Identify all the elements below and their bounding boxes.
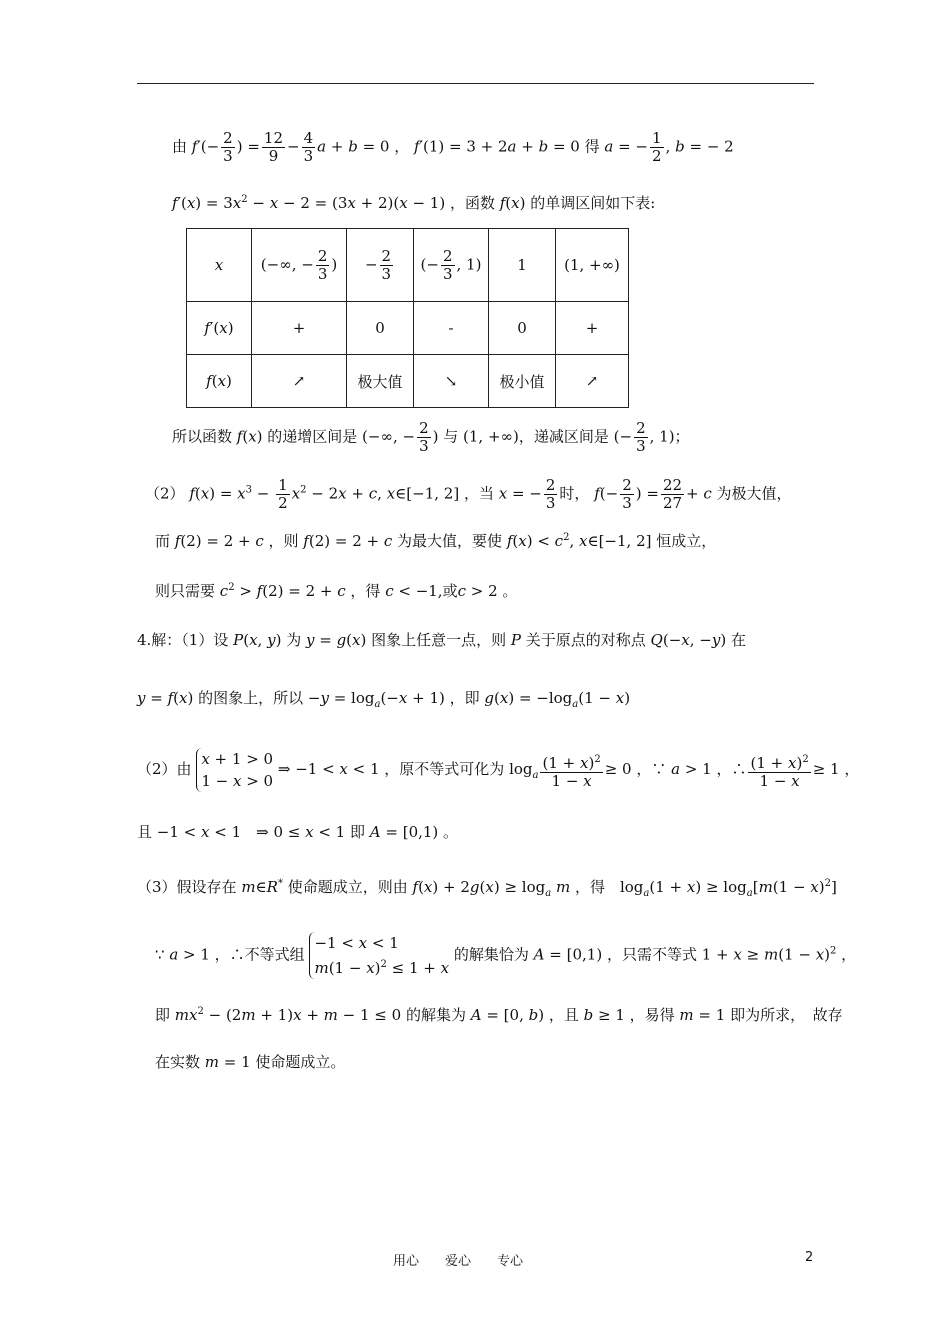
line-7: 4.解：（1）设 P(x, y) 为 y = g(x) 图象上任意一点，则 P 关于原点的对称点 Q(−x, −y) 在 xyxy=(137,631,746,649)
line-6: 则只需要 $c^2 > f(2) = 2 + c$ ，得 c < −1,或c > 2 。 xyxy=(155,582,518,600)
table-cell: 极大值 xyxy=(347,355,414,408)
footer-motto: 用心 爱心 专心 xyxy=(393,1254,524,1269)
line-3: 所以函数 f(x) 的递增区间是 (−∞, − $\frac{2}{3}$ ) 与 (1, +∞)，递减区间是 (− $\frac{2}{3}$ , 1)； xyxy=(172,419,690,455)
table-cell: + xyxy=(252,302,347,355)
line-8: y = f(x) 的图象上，所以 $-y = \log_a(-x + 1)$ ，即 $g(x) = -\log_a(1 - x)$ xyxy=(137,689,631,710)
table-cell: (−∞, − $\frac{2}{3}$ ) xyxy=(252,229,347,302)
table-cell: f(x) xyxy=(187,355,252,408)
table-cell: x xyxy=(187,229,252,302)
line-2: $f'(x) = 3x^2 - x - 2 = (3x + 2)(x - 1)$ ，函数 f(x) 的单调区间如下表: xyxy=(172,194,656,212)
monotonicity-table xyxy=(186,228,629,408)
line-12: ∵ a > 1 ，∴不等式组 −1 < x < 1 $m(1 - x)^2 \le 1 + x$ 的解集恰为 A = [0,1) ，只需不等式 $1 + x \ge m(1 - x)^2$ ， xyxy=(155,934,857,977)
line-13: 即 $mx^2 - (2m + 1)x + m - 1 \le 0$ 的解集为 A = [0, b) ，且 b ≥ 1 ，易得 m = 1 即为所求， 故存 xyxy=(155,1006,843,1024)
table-cell: (− $\frac{2}{3}$ , 1) xyxy=(414,229,489,302)
table-cell: (1, +∞) xyxy=(556,229,629,302)
table-cell: ↗ xyxy=(556,355,629,408)
table-cell: - xyxy=(414,302,489,355)
line-1: 由 f′(− $\frac{2}{3}$ ) = $\frac{12}{9}$ − $\frac{4}{3}$ a + b = 0 ， f′(1) = 3 + 2a + b = 0 得 a = − $\frac{1}{2}$ , b = − 2 xyxy=(172,129,734,165)
line-14: 在实数 m = 1 使命题成立。 xyxy=(155,1053,346,1071)
header-rule xyxy=(137,83,814,84)
line-4: （2） $f(x) = x^3$ − $\frac{1}{2}$ $x^2 - 2x + c$, x∈[−1, 2] ，当 x = − $\frac{2}{3}$ 时， f(− $\frac{2}{3}$ ) = $\frac{22}{27}$ + c 为极大值， xyxy=(145,476,792,512)
table-cell: ↗ xyxy=(252,355,347,408)
table-cell: f′(x) xyxy=(187,302,252,355)
table-cell: 0 xyxy=(489,302,556,355)
table-cell: − $\frac{2}{3}$ xyxy=(347,229,414,302)
table-cell: 极小值 xyxy=(489,355,556,408)
line-11: （3）假设存在 m∈R* 使命题成立，则由 $f(x) + 2g(x) \ge \log_a m$ ，得 $\log_a(1 + x) \ge \log_a[m(1 - x)^2]$ xyxy=(137,878,837,899)
table-cell: 0 xyxy=(347,302,414,355)
line-9: （2）由 x + 1 > 0 1 − x > 0 ⇒ −1 < x < 1 ，原不等式可化为 $\log_a$ $\frac{(1 + x)^2}{1 - x}$ ≥ 0 ，∵ a > 1 ，∴ $\frac{(1 + x)^2}{1 - x}$ ≥ 1 ， xyxy=(137,750,860,790)
table-cell: 1 xyxy=(489,229,556,302)
page-number: 2 xyxy=(805,1250,814,1265)
table-cell: ↘ xyxy=(414,355,489,408)
line-10: 且 −1 < x < 1 ⇒ 0 ≤ x < 1 即 A = [0,1) 。 xyxy=(137,823,459,841)
table-cell: + xyxy=(556,302,629,355)
line-5: 而 f(2) = 2 + c ，则 f(2) = 2 + c 为最大值，要使 $f(x) < c^2$, x∈[−1, 2] 恒成立， xyxy=(155,532,717,550)
